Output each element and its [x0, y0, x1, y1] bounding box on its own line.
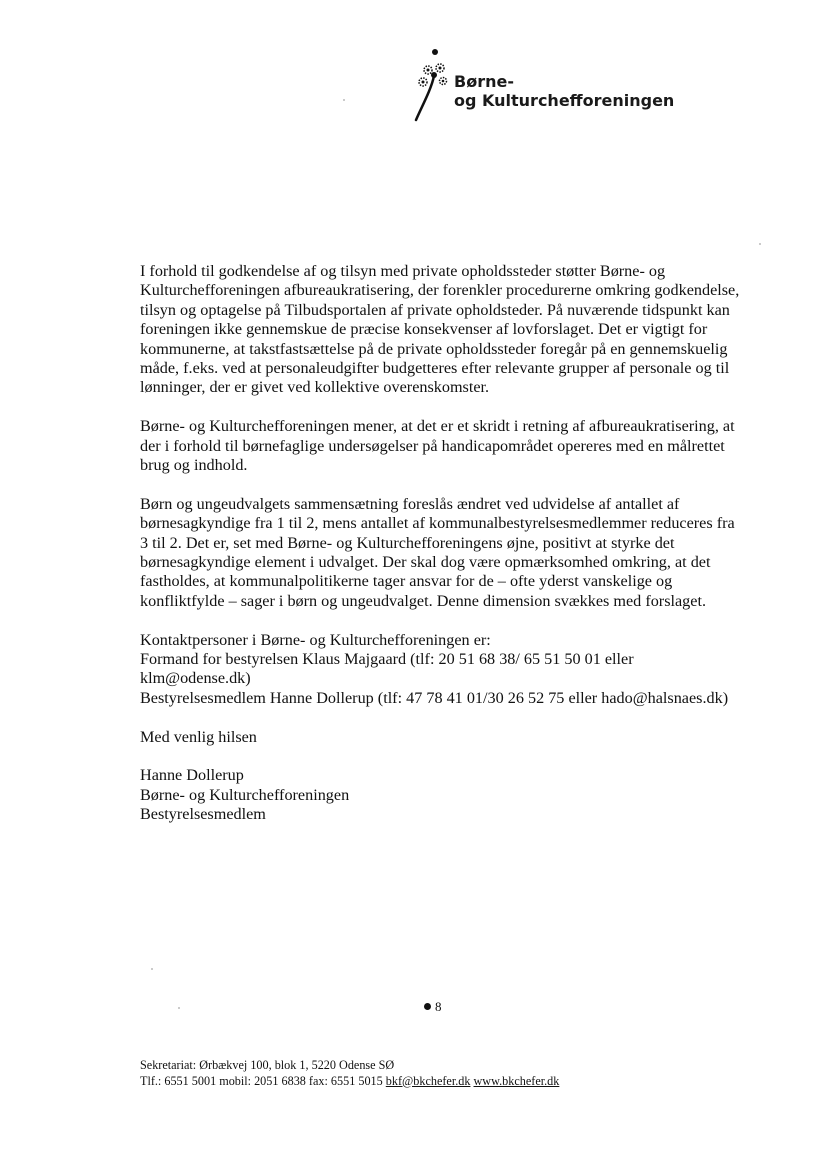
- scan-speck: [759, 243, 761, 245]
- text-line: Kulturchefforeningen afbureaukratisering, der forenkler procedurerne omkring godkendelse,: [140, 281, 740, 300]
- footer-address: Sekretariat: Ørbækvej 100, blok 1, 5220 Odense SØ: [140, 1058, 395, 1072]
- text-line: klm@odense.dk): [140, 669, 251, 688]
- signer-title: Bestyrelsesmedlem: [140, 805, 266, 824]
- paragraph-debureaucratization: [140, 417, 740, 475]
- text-line: Børn og ungeudvalgets sammensætning foreslås ændret ved udvidelse af antallet af: [140, 494, 680, 513]
- text-line: foreningen ikke gennemskue de præcise konsekvenser af lovforslaget. Det er vigtigt for: [140, 320, 708, 339]
- footer-phone-numbers: Tlf.: 6551 5001 mobil: 2051 6838 fax: 6551 5015: [140, 1073, 386, 1088]
- text-line: Bestyrelsesmedlem Hanne Dollerup (tlf: 47 78 41 01/30 26 52 75 eller hado@halsnaes.dk): [140, 688, 729, 707]
- bullet-icon: [424, 1003, 431, 1010]
- letter-body: [140, 262, 740, 844]
- signer-name: Hanne Dollerup: [140, 766, 244, 785]
- logo-line-1: Børne-: [454, 72, 514, 91]
- text-line: kommunerne, at takstfastsættelse på de private opholdssteder foregår på en gennemskuelig: [140, 339, 728, 358]
- text-line: brug og indhold.: [140, 456, 248, 475]
- text-line: Med venlig hilsen: [140, 727, 257, 746]
- scan-speck: [178, 1007, 180, 1009]
- text-line: Kontaktpersoner i Børne- og Kulturchefforeningen er:: [140, 630, 491, 649]
- text-line: tilsyn og optagelse på Tilbudsportalen af private opholdsteder. På nuværende tidspunkt kan: [140, 300, 730, 319]
- signer-organization: Børne- og Kulturchefforeningen: [140, 785, 350, 804]
- flower-logo-icon: [412, 48, 454, 124]
- scan-speck: [343, 99, 345, 101]
- paragraph-committee: [140, 495, 740, 611]
- text-line: børnesagkyndige element i udvalget. Der skal dog være opmærksomhed omkring, at det: [140, 553, 711, 572]
- organization-name: [454, 72, 674, 110]
- paragraph-approval: [140, 262, 740, 398]
- footer-email-link[interactable]: bkf@bkchefer.dk: [385, 1073, 471, 1088]
- text-line: lønninger, der er givet ved kollektive overenskomster.: [140, 378, 490, 397]
- text-line: Børne- og Kulturchefforeningen mener, at det er et skridt i retning af afbureaukratisering, at: [140, 417, 735, 436]
- footer-contact: [140, 1074, 559, 1090]
- text-line: der i forhold til børnefaglige undersøgelser på handicapområdet opereres med en målrettet: [140, 436, 725, 455]
- scan-speck: [151, 968, 153, 970]
- page-number: [424, 999, 442, 1015]
- footer-website-link[interactable]: www.bkchefer.dk: [473, 1073, 560, 1088]
- text-line: 3 til 2. Det er, set med Børne- og Kulturchefforeningens øjne, positivt at styrke det: [140, 533, 675, 552]
- text-line: I forhold til godkendelse af og tilsyn med private opholdssteder støtter Børne- og: [140, 262, 666, 280]
- text-line: børnesagkyndige fra 1 til 2, mens antallet af kommunalbestyrelsesmedlemmer reduceres fra: [140, 514, 735, 533]
- text-line: Formand for bestyrelsen Klaus Majgaard (tlf: 20 51 68 38/ 65 51 50 01 eller: [140, 650, 634, 669]
- text-line: måde, f.eks. ved at personaleudgifter budgetteres efter relevante grupper af personale og til: [140, 359, 730, 378]
- paragraph-contacts: [140, 631, 740, 709]
- organization-logo: [412, 48, 675, 128]
- text-line: fastholdes, at kommunalpolitikerne tager ansvar for de – ofte yderst vanskelige og: [140, 572, 673, 591]
- footer: [140, 1058, 559, 1089]
- logo-line-2: og Kulturchefforeningen: [454, 91, 675, 110]
- text-line: konfliktfylde – sager i børn og ungeudvalget. Denne dimension svækkes med forslaget.: [140, 591, 706, 610]
- closing-greeting: [140, 728, 740, 747]
- signature-block: [140, 766, 740, 824]
- page-number-value: 8: [435, 999, 442, 1014]
